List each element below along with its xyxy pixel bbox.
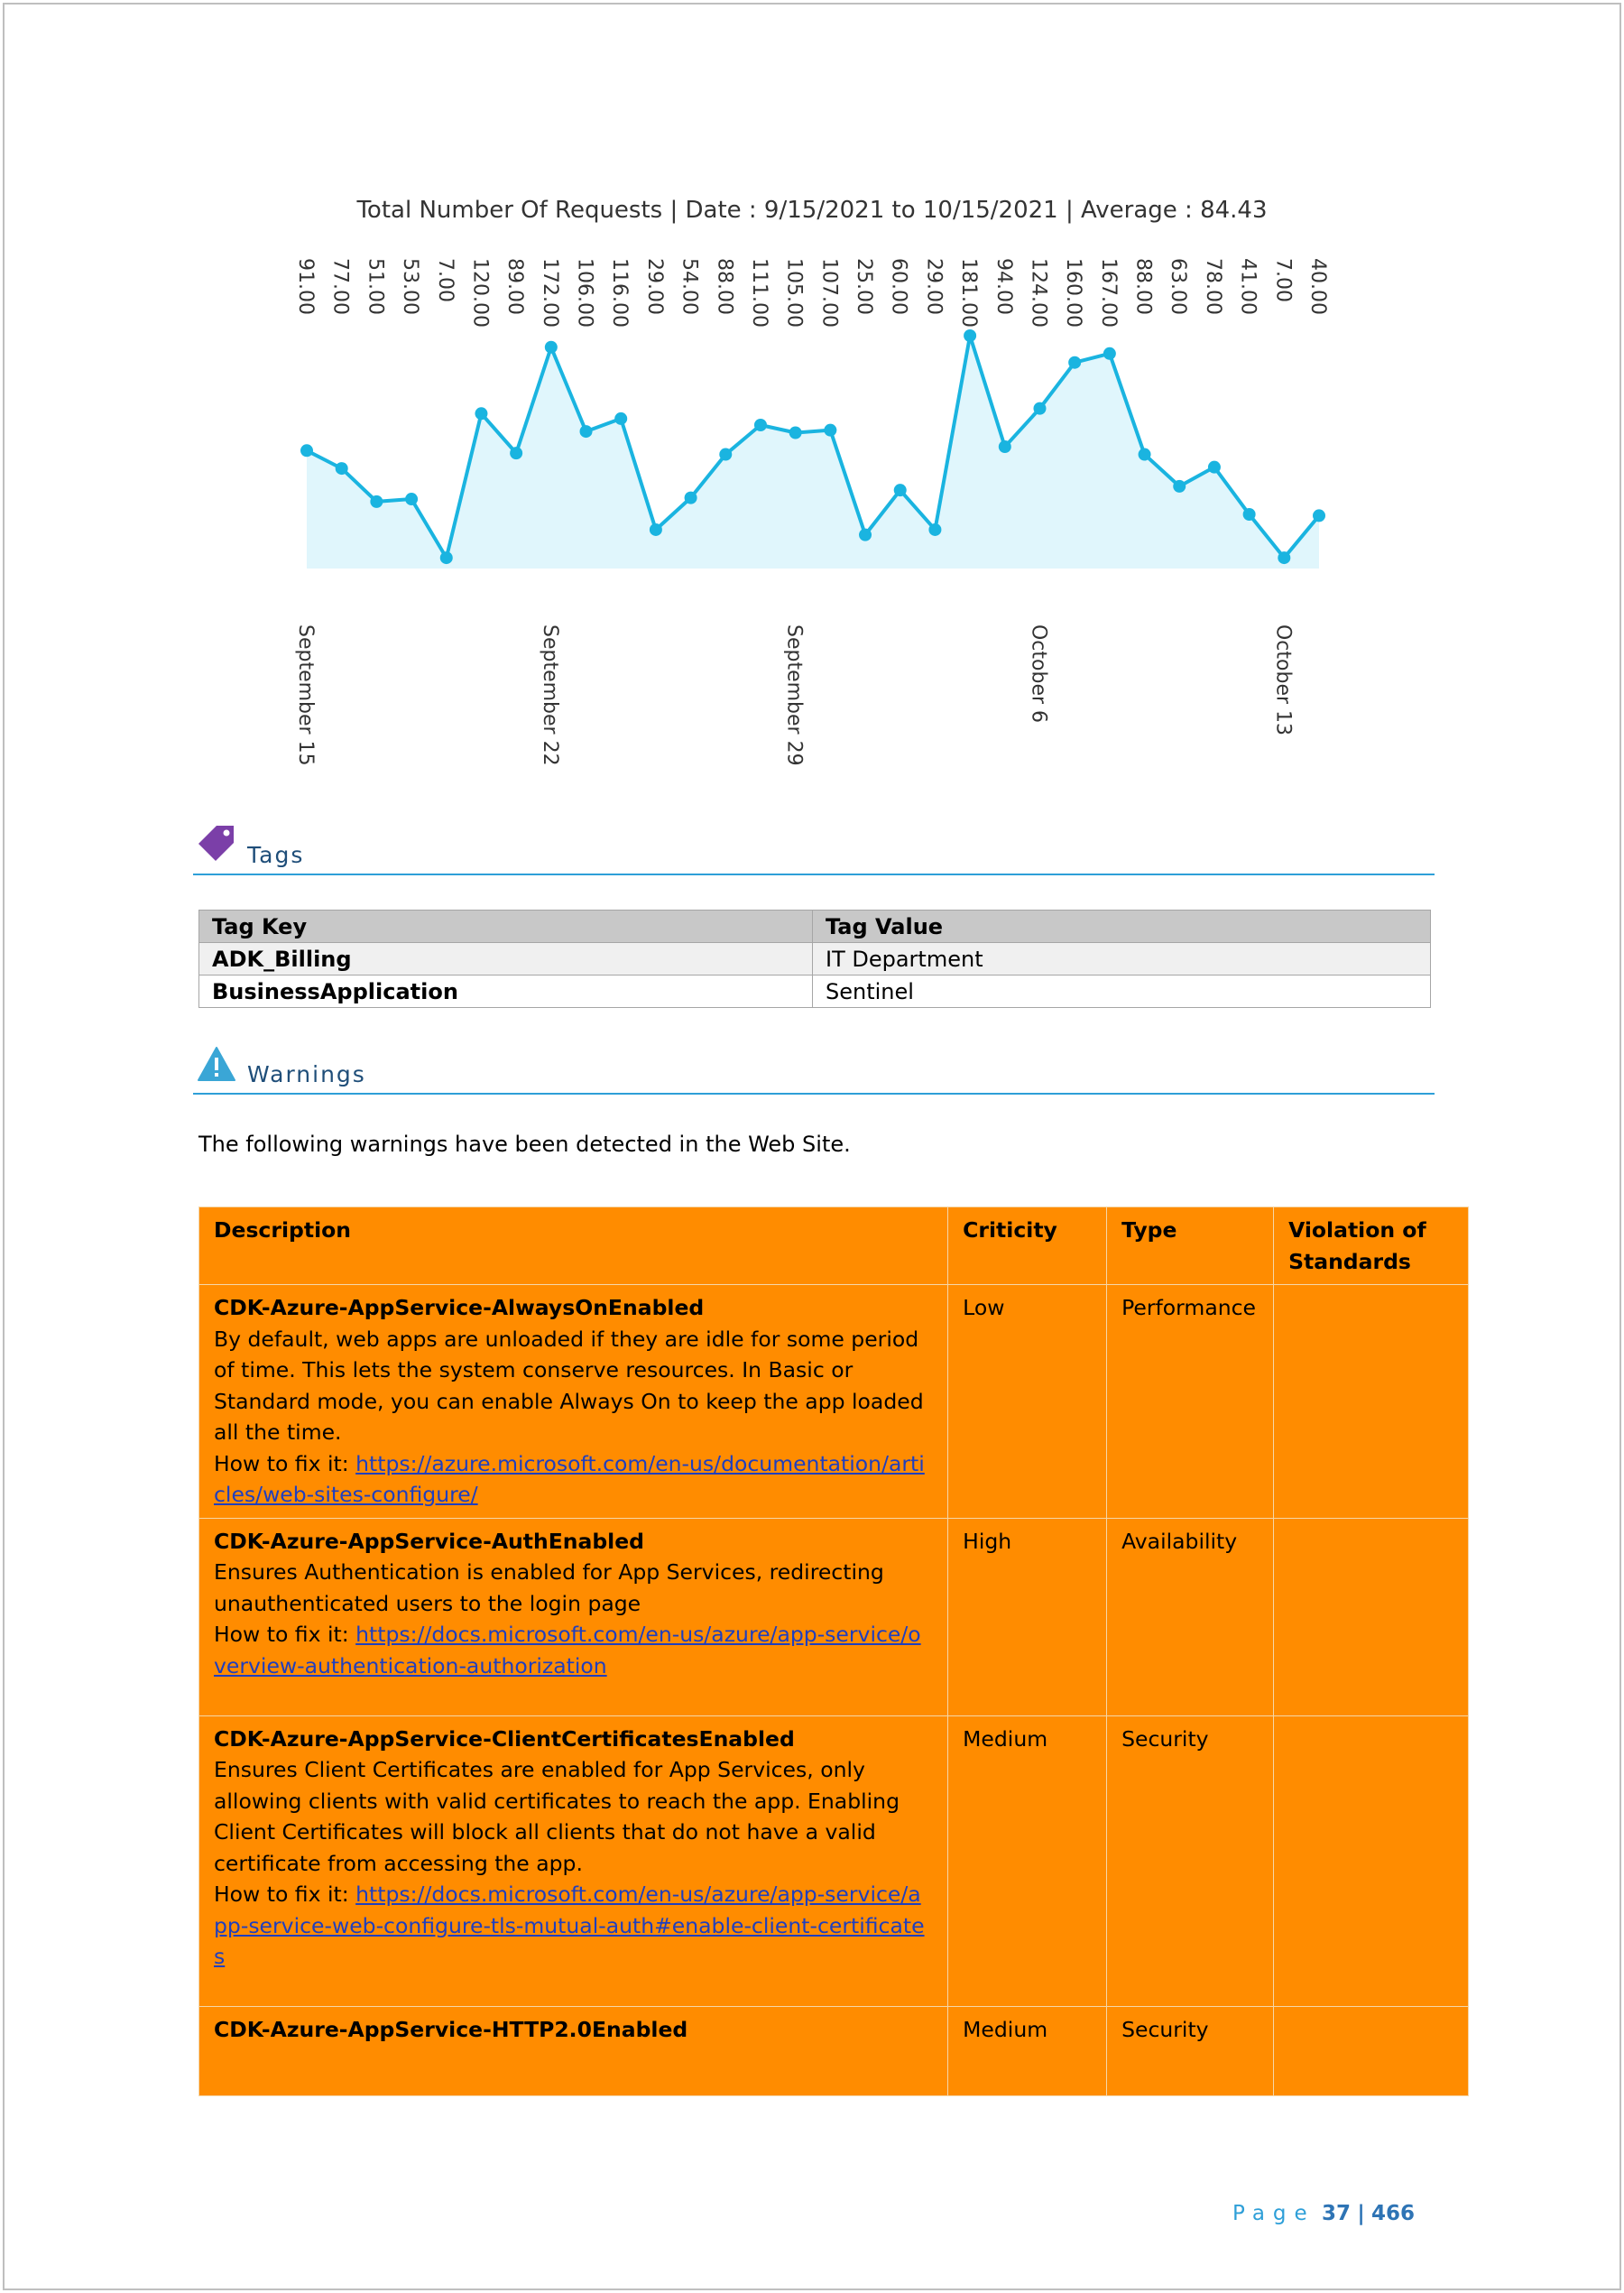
tags-section-heading	[193, 828, 1435, 875]
chart-data-label: 63.00	[1167, 258, 1190, 315]
chart-data-label: 77.00	[328, 258, 352, 315]
chart-data-label: 25.00	[853, 258, 876, 315]
warning-title: CDK-Azure-AppService-HTTP2.0Enabled	[214, 2016, 688, 2042]
warning-fix	[214, 1448, 933, 1511]
tag-key-cell: BusinessApplication	[199, 975, 813, 1008]
chart-data-label: 160.00	[1062, 258, 1085, 328]
type-cell: Availability	[1107, 1518, 1274, 1715]
fix-link[interactable]: https://docs.microsoft.com/en-us/azure/app-service/overview-authentication-authorization	[214, 1622, 921, 1678]
chart-data-label: 167.00	[1096, 258, 1120, 328]
fix-label: How to fix it:	[214, 1450, 349, 1476]
chart-point	[894, 484, 907, 496]
chart-area-fill	[307, 336, 1319, 569]
chart-point	[336, 462, 348, 475]
chart-data-label: 7.00	[1271, 258, 1295, 302]
violation-cell	[1274, 2006, 1469, 2095]
chart-point	[475, 407, 487, 420]
chart-x-tick-label: September 15	[294, 624, 317, 766]
table-row	[199, 975, 1431, 1008]
chart-data-label: 124.00	[1027, 258, 1050, 328]
chart-point	[1243, 508, 1256, 521]
chart-data-label: 53.00	[399, 258, 422, 315]
warning-fix	[214, 1619, 933, 1681]
chart-data-label: 29.00	[922, 258, 946, 315]
chart-point	[1139, 448, 1151, 461]
chart-point	[1313, 509, 1325, 522]
type-header: Type	[1107, 1207, 1274, 1285]
tag-value-cell: Sentinel	[813, 975, 1431, 1008]
tags-table-header	[199, 911, 1431, 943]
page-number: 37	[1322, 2202, 1352, 2225]
chart-point	[614, 412, 627, 425]
criticity-header: Criticity	[948, 1207, 1107, 1285]
warning-title: CDK-Azure-AppService-AlwaysOnEnabled	[214, 1295, 705, 1320]
type-cell: Security	[1107, 1715, 1274, 2006]
chart-point	[754, 419, 767, 431]
chart-point	[824, 424, 836, 437]
type-cell: Performance	[1107, 1285, 1274, 1519]
chart-data-label: 120.00	[468, 258, 492, 328]
warning-icon	[197, 1046, 236, 1086]
criticity-cell: Low	[948, 1285, 1107, 1519]
chart-point	[440, 551, 453, 564]
chart-point	[685, 492, 697, 504]
chart-point	[1173, 480, 1186, 493]
warning-description-cell	[199, 2006, 948, 2095]
page-footer	[1232, 2202, 1415, 2225]
tag-value-header: Tag Value	[813, 911, 1431, 943]
tag-key-header: Tag Key	[199, 911, 813, 943]
chart-point	[964, 329, 976, 342]
fix-link[interactable]: https://docs.microsoft.com/en-us/azure/app-service/app-service-web-configure-tls-mutual-auth#enable-client-certificates	[214, 1882, 925, 1969]
chart-data-label: 40.00	[1306, 258, 1329, 315]
warnings-intro-text: The following warnings have been detected in the Web Site.	[198, 1132, 851, 1157]
chart-data-label: 51.00	[364, 258, 387, 315]
chart-data-label: 105.00	[782, 258, 806, 328]
warnings-table-header	[199, 1207, 1469, 1285]
warnings-section-heading	[193, 1048, 1435, 1095]
warnings-heading-label: Warnings	[247, 1061, 366, 1087]
chart-point	[859, 529, 872, 541]
violation-header: Violation of Standards	[1274, 1207, 1469, 1285]
criticity-cell: High	[948, 1518, 1107, 1715]
fix-label: How to fix it:	[214, 1622, 349, 1647]
chart-data-label: 111.00	[747, 258, 770, 328]
type-cell: Security	[1107, 2006, 1274, 2095]
chart-point	[1068, 356, 1081, 369]
chart-point	[999, 440, 1011, 453]
tags-table	[198, 910, 1431, 1008]
table-row	[199, 943, 1431, 975]
chart-data-label: 78.00	[1201, 258, 1224, 315]
chart-point	[1278, 551, 1290, 564]
warning-description-cell	[199, 1285, 948, 1519]
chart-point	[650, 523, 662, 536]
chart-data-label: 172.00	[538, 258, 561, 328]
table-row	[199, 1285, 1469, 1519]
warning-description: By default, web apps are unloaded if they are idle for some period of time. This lets the system conserve resources. In Basic or Standard mode, you can enable Always On to keep the app loaded all the time.	[214, 1326, 924, 1445]
chart-data-label: 7.00	[433, 258, 457, 302]
chart-data-label: 116.00	[608, 258, 632, 328]
chart-point	[719, 448, 732, 461]
chart-data-label: 41.00	[1236, 258, 1260, 315]
chart-point	[370, 495, 383, 508]
chart-data-label: 29.00	[642, 258, 666, 315]
table-row	[199, 2006, 1469, 2095]
fix-link[interactable]: https://azure.microsoft.com/en-us/documentation/articles/web-sites-configure/	[214, 1450, 925, 1507]
chart-data-label: 60.00	[887, 258, 910, 315]
chart-area-group	[300, 329, 1325, 569]
chart-point	[789, 426, 802, 439]
chart-data-label: 88.00	[713, 258, 736, 315]
table-row	[199, 1715, 1469, 2006]
chart-point	[545, 341, 558, 354]
warning-description-cell	[199, 1518, 948, 1715]
tag-icon	[197, 823, 236, 866]
requests-chart	[0, 0, 1624, 812]
chart-point	[1208, 461, 1221, 474]
warning-fix	[214, 1879, 933, 1973]
violation-cell	[1274, 1715, 1469, 2006]
chart-data-label: 181.00	[957, 258, 981, 328]
chart-point	[580, 425, 593, 438]
chart-point	[928, 523, 941, 536]
page-word: Page	[1232, 2202, 1315, 2225]
violation-cell	[1274, 1518, 1469, 1715]
chart-data-label: 94.00	[992, 258, 1015, 315]
chart-data-label: 89.00	[503, 258, 527, 315]
tag-key-cell: ADK_Billing	[199, 943, 813, 975]
chart-value-labels	[294, 258, 1329, 328]
chart-x-tick-label: October 6	[1027, 624, 1050, 724]
table-row	[199, 1518, 1469, 1715]
chart-data-label: 54.00	[678, 258, 701, 315]
description-header: Description	[199, 1207, 948, 1285]
chart-point	[1033, 402, 1046, 415]
chart-x-tick-label: September 22	[538, 624, 561, 766]
chart-point	[300, 444, 313, 457]
chart-x-ticks	[294, 624, 1294, 766]
warning-description: Ensures Client Certificates are enabled for App Services, only allowing clients with valid certificates to reach the app. Enabling Client Certificates will block all clients that do not have a valid certificate from accessing the app.	[214, 1757, 900, 1876]
warnings-table	[198, 1207, 1469, 2096]
page-separator: |	[1357, 2202, 1365, 2225]
criticity-cell: Medium	[948, 1715, 1107, 2006]
chart-data-label: 106.00	[573, 258, 596, 328]
tags-heading-label: Tags	[247, 842, 305, 868]
fix-label: How to fix it:	[214, 1882, 349, 1907]
chart-data-label: 91.00	[294, 258, 317, 315]
chart-x-tick-label: September 29	[782, 624, 806, 766]
chart-x-tick-label: October 13	[1271, 624, 1295, 736]
warning-title: CDK-Azure-AppService-AuthEnabled	[214, 1528, 644, 1554]
chart-data-label: 107.00	[817, 258, 841, 328]
chart-point	[1103, 347, 1116, 360]
chart-title: Total Number Of Requests | Date : 9/15/2021 to 10/15/2021 | Average : 84.43	[356, 197, 1268, 224]
warning-title: CDK-Azure-AppService-ClientCertificatesEnabled	[214, 1725, 795, 1752]
chart-point	[510, 447, 522, 459]
criticity-cell: Medium	[948, 2006, 1107, 2095]
warning-description-cell	[199, 1715, 948, 2006]
chart-point	[405, 493, 418, 505]
chart-data-label: 88.00	[1131, 258, 1155, 315]
total-pages: 466	[1371, 2202, 1416, 2225]
warning-description: Ensures Authentication is enabled for App Services, redirecting unauthenticated users to the login page	[214, 1559, 884, 1616]
violation-cell	[1274, 1285, 1469, 1519]
tag-value-cell: IT Department	[813, 943, 1431, 975]
